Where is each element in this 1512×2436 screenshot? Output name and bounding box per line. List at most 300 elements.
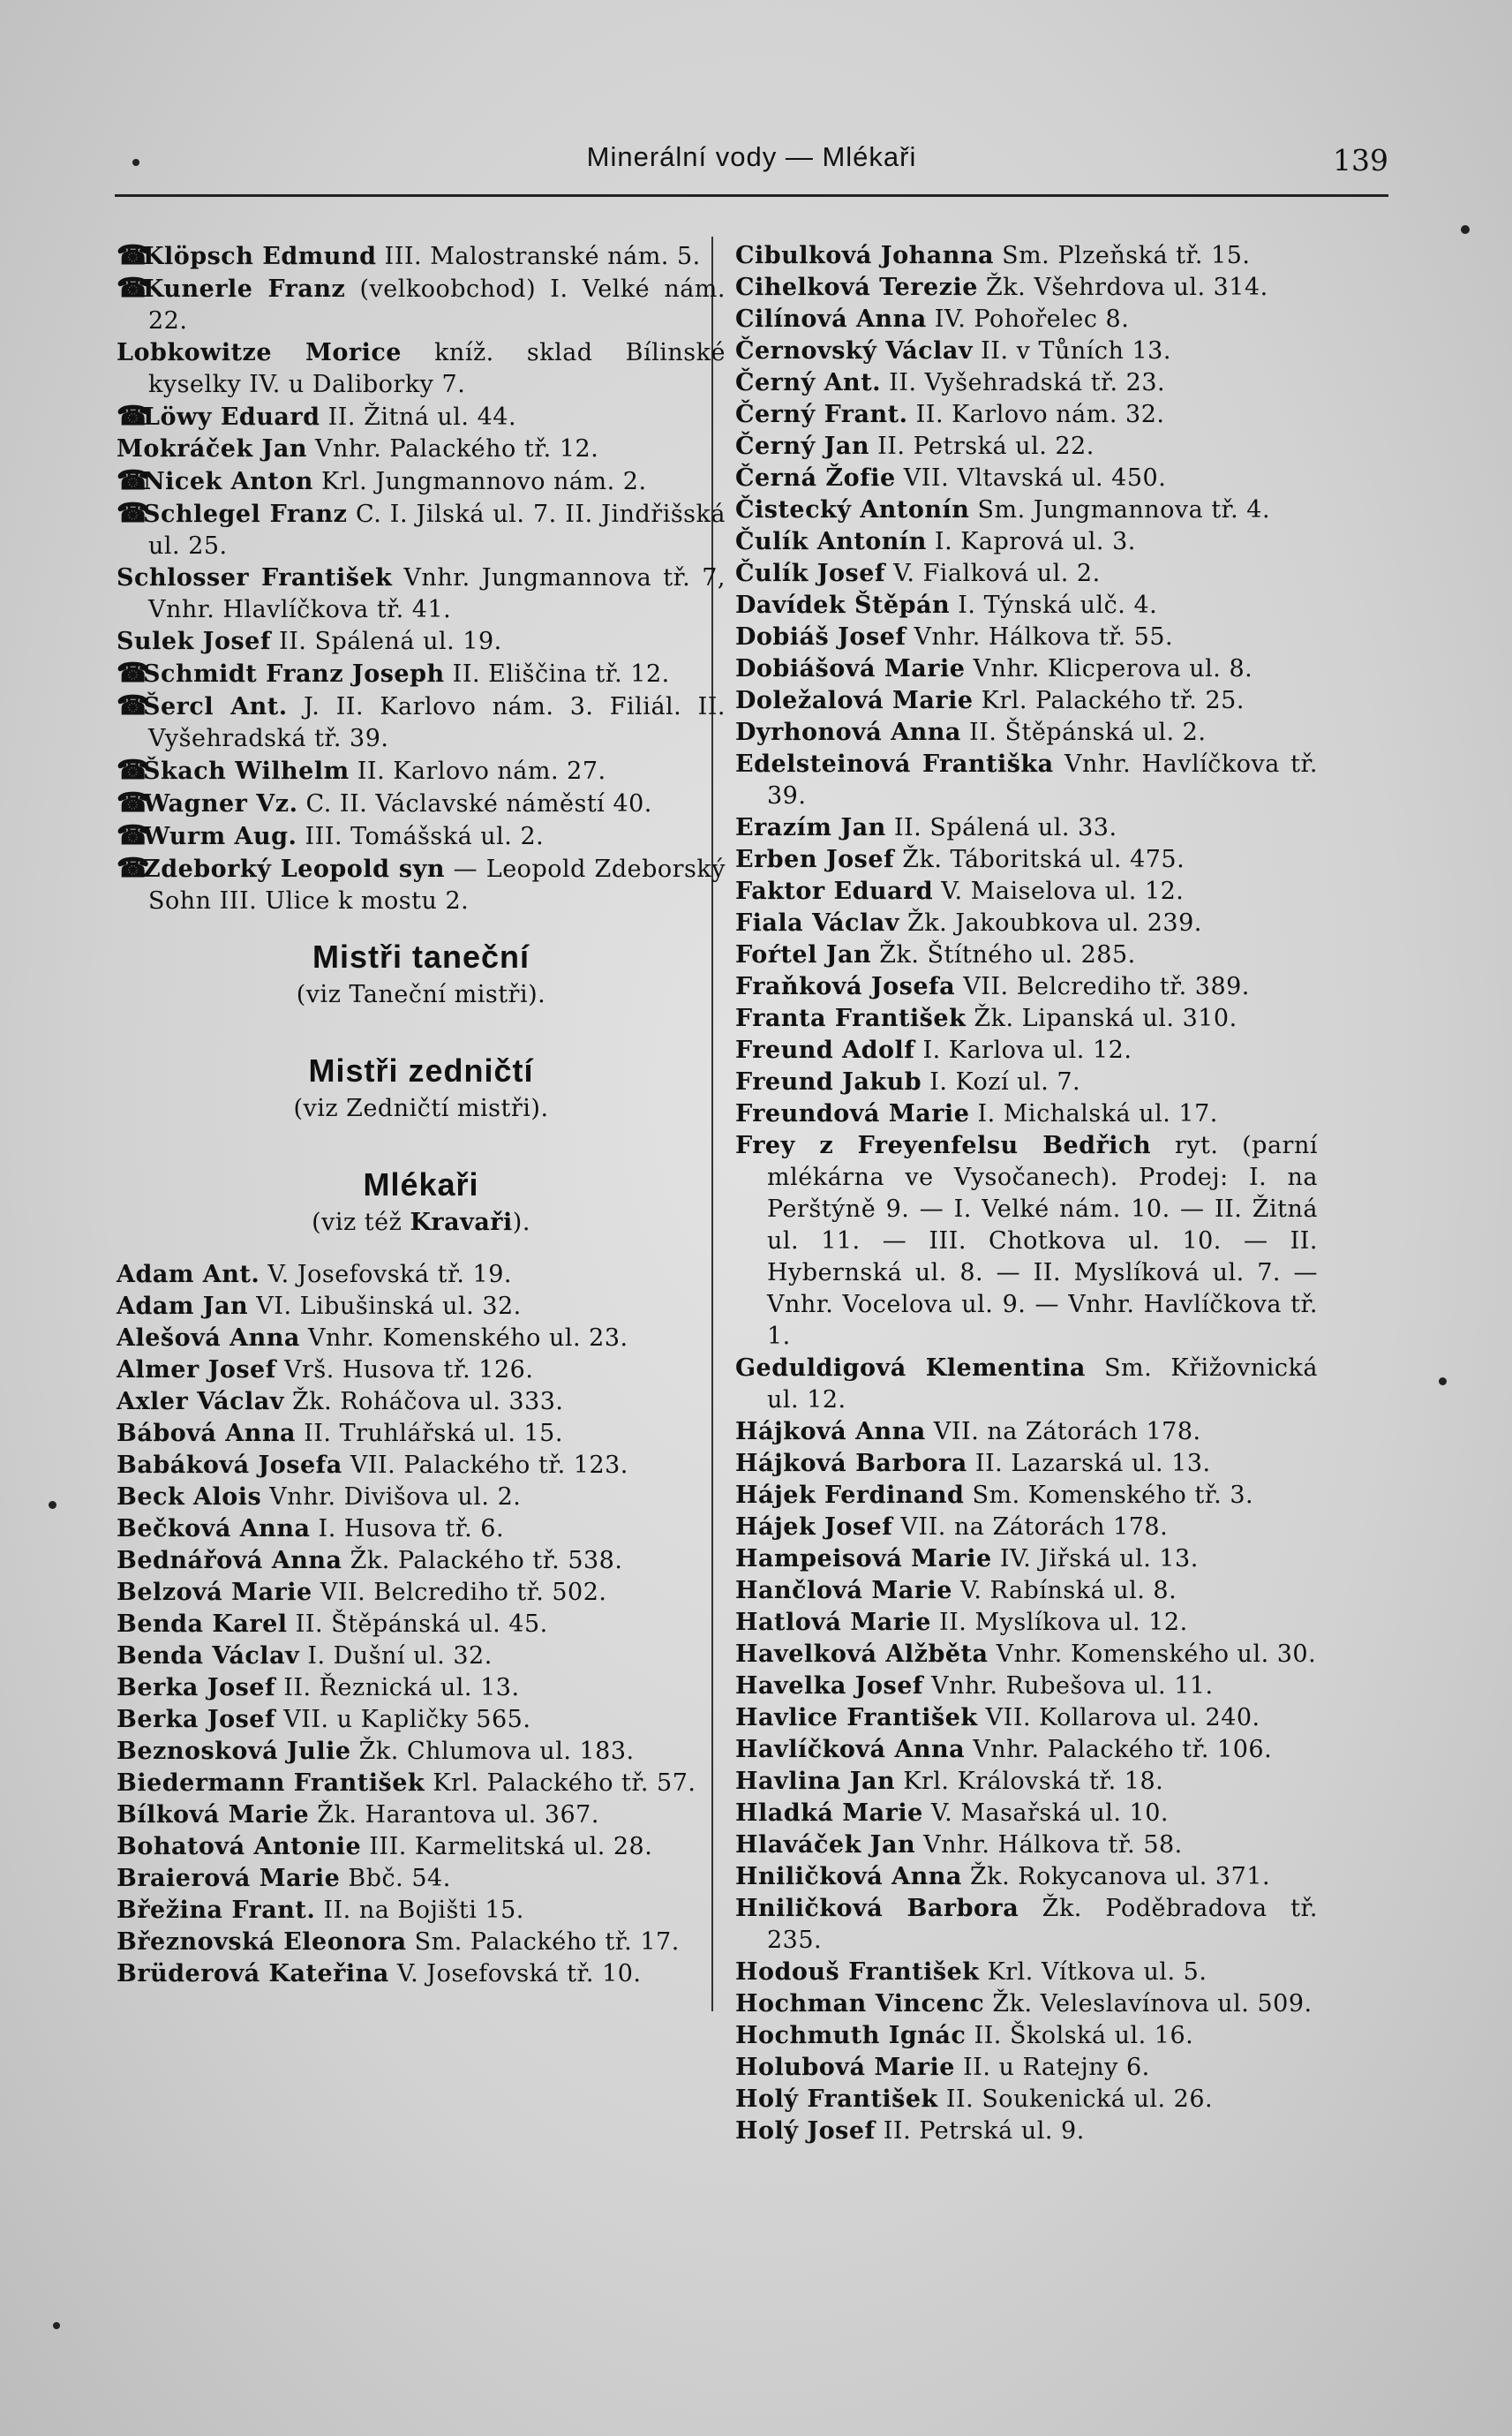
entry-address: Žk. Veleslavínova ul. 509. [984, 1990, 1313, 2017]
entry-name: Bečková Anna [117, 1515, 311, 1542]
entry-address: Vnhr. Hálkova tř. 58. [915, 1831, 1183, 1859]
print-speck [53, 2322, 60, 2329]
entry-address: VII. Kollarova ul. 240. [977, 1704, 1260, 1731]
entry-name: Hájek Josef [735, 1513, 893, 1541]
directory-entry [735, 590, 1318, 622]
entry-address: Krl. Palackého tř. 57. [425, 1769, 696, 1797]
directory-entry [735, 1480, 1318, 1512]
entry-name: Hančlová Marie [735, 1577, 952, 1604]
directory-entry [735, 1798, 1318, 1829]
directory-entry [735, 1543, 1318, 1575]
directory-entry [117, 1863, 726, 1895]
directory-entry [735, 844, 1318, 876]
directory-entry [735, 1416, 1318, 1448]
entry-name: Faktor Eduard [735, 878, 934, 905]
entry-address: Vnhr. Divišova ul. 2. [261, 1483, 522, 1511]
entry-address: VII. na Zátorách 178. [892, 1513, 1169, 1541]
entry-name: Čistecký Antonín [735, 496, 970, 524]
entry-name: Alešová Anna [117, 1324, 300, 1352]
directory-entry [735, 240, 1318, 272]
entry-address: Vnhr. Komenského ul. 23. [299, 1324, 628, 1352]
directory-entry [735, 463, 1318, 494]
entry-name: Schlosser František [117, 564, 393, 592]
entry-name: Berka Josef [117, 1706, 276, 1733]
directory-entry [117, 1513, 726, 1545]
entry-name: Holubová Marie [735, 2054, 955, 2081]
phone-icon: ☎ [117, 690, 150, 721]
phone-icon: ☎ [117, 273, 150, 304]
directory-entry [735, 1829, 1318, 1861]
entry-address: Žk. Všehrdova ul. 314. [977, 274, 1268, 301]
entry-name: Foŕtel Jan [735, 941, 872, 969]
entry-name: Adam Jan [117, 1293, 249, 1320]
directory-entry [735, 526, 1318, 558]
directory-entry [117, 1386, 726, 1418]
entry-name: Erben Josef [735, 846, 895, 873]
entry-address: III. Karmelitská ul. 28. [361, 1833, 653, 1860]
entry-address: II. v Tůních 13. [973, 337, 1171, 365]
directory-entry [735, 1734, 1318, 1766]
directory-entry [735, 1957, 1318, 1988]
directory-entry [117, 1958, 726, 1990]
entry-name: Wurm Aug. [143, 823, 297, 850]
directory-entry [117, 1831, 726, 1863]
entry-name: Březnovská Eleonora [117, 1928, 407, 1956]
entry-name: Hatlová Marie [735, 1609, 931, 1636]
entry-address: II. Štěpánská ul. 2. [960, 719, 1207, 746]
entry-address: II. Karlovo nám. 27. [349, 758, 606, 785]
entry-name: Belzová Marie [117, 1579, 312, 1606]
entry-name: Mokráček Jan [117, 435, 307, 463]
directory-entry [735, 304, 1318, 336]
entry-name: Hlaváček Jan [735, 1831, 916, 1859]
entry-address: VII. Vltavská ul. 450. [895, 464, 1167, 492]
print-speck [132, 159, 139, 166]
entry-address: V. Josefovská tř. 10. [388, 1960, 642, 1987]
entry-name: Holý František [735, 2085, 938, 2113]
entry-address: ryt. (parní mlékárna ve Vysočanech). Prodej: I. na Perštýně 9. — I. Velké nám. 10. — II. Žitná ul. 11. — III. Chotkova ul. 10. — II. Hybernská ul. 8. — II. Myslíková ul. 7. — Vnhr. Vocelova ul. 9. — Vnhr. Havlíčkova tř. 1. [767, 1132, 1318, 1350]
phone-icon: ☎ [117, 240, 150, 271]
directory-entry [117, 1418, 726, 1450]
entry-address: V. Rabínská ul. 8. [952, 1577, 1177, 1604]
entry-name: Freund Jakub [735, 1068, 922, 1096]
entry-name: Fiala Václav [735, 909, 899, 937]
entry-address: II. Školská ul. 16. [966, 2022, 1194, 2049]
entry-address: Krl. Palackého tř. 25. [973, 687, 1245, 714]
entry-name: Hampeisová Marie [735, 1545, 992, 1572]
entry-address: III. Malostranské nám. 5. [376, 243, 701, 270]
entry-address: I. Týnská ulč. 4. [950, 592, 1158, 619]
entry-name: Beck Alois [117, 1483, 262, 1511]
directory-entry [735, 717, 1318, 749]
entry-address: — Leopold Zdeborský Sohn III. Ulice k mostu 2. [148, 856, 726, 915]
directory-entry [117, 1577, 726, 1609]
right-column [735, 240, 1318, 2147]
directory-entry [735, 1893, 1318, 1957]
print-speck [1461, 225, 1470, 234]
section-note-mistri-zednicti: (viz Zedničtí mistři). [293, 1095, 549, 1122]
entry-address: II. Eliščina tř. 12. [444, 660, 670, 688]
entry-name: Havelka Josef [735, 1672, 924, 1700]
entry-address: VII. Belcrediho tř. 502. [312, 1579, 607, 1606]
entry-address: I. Michalská ul. 17. [969, 1100, 1218, 1127]
directory-entry [735, 1702, 1318, 1734]
entry-name: Lobkowitze Morice [117, 339, 402, 366]
entry-address: Žk. Rokycanova ul. 371. [961, 1863, 1271, 1890]
directory-entry [735, 908, 1318, 939]
entry-address: Vnhr. Klicperova ul. 8. [965, 655, 1253, 683]
directory-entry [735, 399, 1318, 431]
directory-entry [117, 240, 726, 273]
directory-entry [735, 1003, 1318, 1035]
directory-entry [735, 367, 1318, 399]
entry-address: Bbč. 54. [340, 1865, 451, 1892]
entry-address: Žk. Chlumova ul. 183. [350, 1738, 635, 1765]
entry-address: I. Kozí ul. 7. [921, 1068, 1081, 1096]
entry-address: II. Vyšehradská tř. 23. [881, 369, 1166, 396]
directory-entry [117, 690, 726, 755]
entry-name: Hájková Barbora [735, 1450, 967, 1477]
entry-address: Vrš. Husova tř. 126. [275, 1356, 534, 1384]
entry-address: Žk. Harantova ul. 367. [309, 1801, 599, 1829]
entry-name: Bílková Marie [117, 1801, 310, 1829]
directory-entry [117, 401, 726, 434]
directory-entry [735, 622, 1318, 653]
entry-name: Schmidt Franz Joseph [143, 660, 445, 688]
entry-name: Černý Frant. [735, 401, 908, 428]
section-title-mistri-zednicti: Mistři zedničtí [308, 1052, 534, 1089]
section-title-mlekari: Mlékaři [363, 1166, 479, 1203]
directory-entry [735, 1861, 1318, 1893]
entry-name: Bábová Anna [117, 1420, 296, 1447]
entry-name: Schlegel Franz [143, 501, 348, 528]
entry-name: Franta František [735, 1005, 967, 1032]
entry-address: II. Karlovo nám. 32. [907, 401, 1165, 428]
section-title-mistri-tanecni: Mistři taneční [312, 939, 530, 975]
print-speck [49, 1501, 56, 1509]
directory-entry [117, 1704, 726, 1736]
directory-entry [117, 337, 726, 401]
entry-name: Hodouš František [735, 1958, 980, 1986]
entry-name: Dobiášová Marie [735, 655, 966, 683]
directory-entry [117, 1640, 726, 1672]
entry-address: I. Husova tř. 6. [310, 1515, 505, 1542]
entry-name: Čulík Antonín [735, 528, 927, 555]
directory-entry [735, 494, 1318, 526]
entry-name: Šercl Ant. [143, 693, 288, 720]
directory-entry [735, 1067, 1318, 1098]
entry-name: Freundová Marie [735, 1100, 970, 1127]
entry-address: J. II. Karlovo nám. 3. Filiál. II. Vyšehradská tř. 39. [148, 693, 726, 752]
directory-entry [117, 1291, 726, 1323]
directory-entry [735, 1098, 1318, 1130]
entry-name: Škach Wilhelm [143, 758, 350, 785]
section-note-mistri-tanecni: (viz Taneční mistři). [296, 981, 546, 1008]
entry-address: IV. Jiřská ul. 13. [991, 1545, 1199, 1572]
entry-address: II. Petrská ul. 9. [875, 2117, 1085, 2145]
directory-entry [117, 820, 726, 853]
directory-entry [735, 336, 1318, 367]
entry-name: Klöpsch Edmund [143, 243, 377, 270]
entry-address: IV. Pohořelec 8. [926, 305, 1130, 333]
entry-address: V. Maiselova ul. 12. [933, 878, 1185, 905]
entry-name: Hájková Anna [735, 1418, 926, 1445]
entry-name: Cibulková Johanna [735, 242, 994, 269]
entry-name: Wagner Vz. [143, 790, 298, 818]
directory-entry [735, 749, 1318, 812]
entry-address: Vnhr. Palackého tř. 12. [306, 435, 599, 463]
directory-entry [735, 971, 1318, 1003]
entry-address: Žk. Palackého tř. 538. [342, 1547, 623, 1574]
directory-entry [735, 1353, 1318, 1416]
entry-name: Berka Josef [117, 1674, 276, 1701]
entry-name: Havelková Alžběta [735, 1640, 989, 1668]
entry-name: Bohatová Antonie [117, 1833, 362, 1860]
directory-entry [117, 788, 726, 820]
entry-address: II. Řeznická ul. 13. [275, 1674, 520, 1701]
entry-name: Fraňková Josefa [735, 973, 956, 1000]
entry-address: Vnhr. Palackého tř. 106. [965, 1736, 1273, 1763]
phone-icon: ☎ [117, 658, 150, 689]
entry-address: II. Truhlářská ul. 15. [296, 1420, 563, 1447]
entry-address: Žk. Lipanská ul. 310. [966, 1005, 1237, 1032]
entry-name: Černý Jan [735, 433, 870, 460]
directory-entry [117, 1545, 726, 1577]
entry-address: II. Soukenická ul. 26. [937, 2085, 1214, 2113]
entry-name: Cilínová Anna [735, 305, 927, 333]
entry-address: Vnhr. Rubešova ul. 11. [923, 1672, 1214, 1700]
directory-entry [735, 1130, 1318, 1353]
directory-entry [117, 1672, 726, 1704]
entry-name: Nicek Anton [143, 468, 313, 495]
directory-entry [735, 1988, 1318, 2020]
entry-address: I. Kaprová ul. 3. [926, 528, 1136, 555]
directory-entry [735, 1575, 1318, 1607]
entry-name: Černovský Václav [735, 337, 974, 365]
entry-address: Žk. Táboritská ul. 475. [894, 846, 1185, 873]
entry-address: Sm. Komenského tř. 3. [964, 1482, 1254, 1509]
entry-address: Krl. Královská tř. 18. [895, 1768, 1164, 1795]
directory-entry [117, 434, 726, 465]
section-note-mlekari [117, 1209, 726, 1236]
note-suffix: ). [512, 1209, 530, 1236]
directory-entry [735, 2084, 1318, 2115]
entry-address: Krl. Vítkova ul. 5. [979, 1958, 1207, 1986]
directory-entry [117, 465, 726, 498]
entry-address: III. Tomášská ul. 2. [297, 823, 545, 850]
directory-entry [735, 685, 1318, 717]
directory-entry [117, 1895, 726, 1927]
print-speck [1439, 1377, 1447, 1385]
entry-address: (velkoobchod) I. Velké nám. 22. [148, 275, 726, 335]
entry-name: Frey z Freyenfelsu Bedřich [735, 1132, 1152, 1159]
entry-address: Sm. Plzeňská tř. 15. [993, 242, 1251, 269]
entry-address: II. Petrská ul. 22. [869, 433, 1095, 460]
entry-name: Hochman Vincenc [735, 1990, 985, 2017]
entry-name: Erazím Jan [735, 814, 886, 841]
dairy-list-left [117, 1259, 726, 1990]
entry-name: Brüderová Kateřina [117, 1960, 389, 1987]
directory-entry [117, 273, 726, 337]
entry-name: Benda Karel [117, 1610, 288, 1638]
directory-entry [117, 562, 726, 626]
entry-name: Axler Václav [117, 1388, 284, 1415]
entry-address: V. Fialková ul. 2. [885, 560, 1101, 587]
directory-entry [117, 626, 726, 658]
entry-name: Kunerle Franz [143, 275, 346, 303]
note-bold-crossref: Kravaři [410, 1209, 513, 1236]
directory-entry [117, 658, 726, 690]
entry-address: V. Masařská ul. 10. [922, 1799, 1169, 1827]
directory-entry [117, 1482, 726, 1513]
directory-entry [735, 1512, 1318, 1543]
entry-name: Černý Ant. [735, 369, 882, 396]
entry-name: Davídek Štěpán [735, 592, 951, 619]
entry-name: Edelsteinová Františka [735, 750, 1054, 778]
phone-icon: ☎ [117, 498, 150, 529]
entry-address: Žk. Roháčova ul. 333. [283, 1388, 564, 1415]
directory-entry [735, 2052, 1318, 2084]
entry-address: II. Lazarská ul. 13. [967, 1450, 1211, 1477]
directory-entry [735, 653, 1318, 685]
entry-address: V. Josefovská tř. 19. [260, 1261, 512, 1288]
entry-address: II. u Ratejny 6. [954, 2054, 1150, 2081]
phone-icon: ☎ [117, 853, 150, 884]
directory-entry [117, 1609, 726, 1640]
entry-name: Černá Žofie [735, 464, 896, 492]
entry-address: Žk. Jakoubkova ul. 239. [899, 909, 1202, 937]
entry-name: Almer Josef [117, 1356, 276, 1384]
note-prefix: (viz též [312, 1209, 410, 1236]
page-header [115, 132, 1388, 197]
entry-address: Vnhr. Havlíčkova tř. 39. [767, 750, 1318, 810]
entry-name: Freund Adolf [735, 1037, 915, 1064]
entry-name: Adam Ant. [117, 1261, 260, 1288]
entry-name: Zdeborký Leopold syn [143, 856, 445, 883]
entry-name: Havlina Jan [735, 1768, 896, 1795]
left-column [117, 240, 726, 1990]
entry-address: II. Spálená ul. 19. [270, 628, 502, 655]
directory-entry [117, 498, 726, 562]
entry-address: II. Spálená ul. 33. [885, 814, 1117, 841]
entry-address: II. Myslíkova ul. 12. [930, 1609, 1188, 1636]
entry-address: VII. u Kapličky 565. [275, 1706, 531, 1733]
entry-address: II. na Bojišti 15. [315, 1897, 524, 1924]
directory-entry [735, 2020, 1318, 2052]
page-number: 139 [1333, 143, 1388, 177]
entry-name: Hniličková Barbora [735, 1895, 1019, 1922]
entry-name: Sulek Josef [117, 628, 271, 655]
phone-icon: ☎ [117, 401, 150, 432]
directory-entry [735, 1448, 1318, 1480]
entry-address: II. Žitná ul. 44. [320, 403, 517, 431]
directory-entry [117, 1323, 726, 1354]
entry-address: Žk. Štítného ul. 285. [871, 941, 1136, 969]
entry-address: Sm. Křižovnická ul. 12. [767, 1354, 1318, 1414]
entry-name: Biedermann František [117, 1769, 425, 1797]
entry-name: Havlice František [735, 1704, 978, 1731]
directory-entry [117, 853, 726, 917]
directory-entry [735, 1639, 1318, 1671]
entry-name: Hladká Marie [735, 1799, 923, 1827]
entry-name: Dobiáš Josef [735, 623, 906, 651]
entry-name: Hájek Ferdinand [735, 1482, 965, 1509]
directory-entry [117, 1927, 726, 1958]
dairy-list-right [735, 240, 1318, 2147]
entry-address: VII. Belcrediho tř. 389. [955, 973, 1250, 1000]
directory-entry [735, 939, 1318, 971]
entry-address: Vnhr. Hálkova tř. 55. [906, 623, 1174, 651]
entry-address: II. Štěpánská ul. 45. [287, 1610, 548, 1638]
entry-name: Beznosková Julie [117, 1738, 351, 1765]
directory-entry [117, 1768, 726, 1799]
directory-entry [117, 1354, 726, 1386]
entry-name: Hochmuth Ignác [735, 2022, 967, 2049]
mineral-water-list [117, 240, 726, 917]
entry-name: Benda Václav [117, 1642, 300, 1670]
directory-entry [735, 1035, 1318, 1067]
directory-entry [117, 1736, 726, 1768]
entry-name: Havlíčková Anna [735, 1736, 966, 1763]
entry-name: Löwy Eduard [143, 403, 320, 431]
entry-name: Doležalová Marie [735, 687, 974, 714]
entry-address: I. Dušní ul. 32. [299, 1642, 493, 1670]
entry-address: Žk. Poděbradova tř. 235. [767, 1895, 1318, 1954]
directory-entry [735, 876, 1318, 908]
directory-entry [735, 558, 1318, 590]
directory-entry [117, 755, 726, 788]
entry-name: Hniličková Anna [735, 1863, 962, 1890]
directory-entry [735, 2115, 1318, 2147]
entry-name: Babáková Josefa [117, 1452, 342, 1479]
entry-name: Bednářová Anna [117, 1547, 342, 1574]
phone-icon: ☎ [117, 755, 150, 786]
entry-name: Braierová Marie [117, 1865, 341, 1892]
entry-address: VI. Libušinská ul. 32. [248, 1293, 522, 1320]
entry-name: Dyrhonová Anna [735, 719, 961, 746]
directory-entry [117, 1450, 726, 1482]
entry-name: Holý Josef [735, 2117, 876, 2145]
entry-address: Krl. Jungmannovo nám. 2. [312, 468, 647, 495]
directory-entry [735, 812, 1318, 844]
entry-address: VII. Palackého tř. 123. [342, 1452, 628, 1479]
directory-entry [117, 1259, 726, 1291]
entry-address: Sm. Palackého tř. 17. [406, 1928, 680, 1956]
entry-address: C. II. Václavské náměstí 40. [297, 790, 652, 818]
entry-address: Sm. Jungmannova tř. 4. [969, 496, 1271, 524]
phone-icon: ☎ [117, 820, 150, 851]
entry-address: I. Karlova ul. 12. [914, 1037, 1132, 1064]
directory-entry [735, 431, 1318, 463]
entry-address: C. I. Jilská ul. 7. II. Jindřišská ul. 25. [148, 501, 726, 560]
entry-name: Cihelková Terezie [735, 274, 978, 301]
entry-address: Vnhr. Komenského ul. 30. [988, 1640, 1317, 1668]
directory-entry [735, 272, 1318, 304]
entry-address: Vnhr. Jungmannova tř. 7, Vnhr. Hlavlíčkova tř. 41. [148, 564, 726, 623]
phone-icon: ☎ [117, 465, 150, 496]
entry-name: Břežina Frant. [117, 1897, 316, 1924]
entry-address: VII. na Zátorách 178. [925, 1418, 1201, 1445]
entry-name: Geduldigová Klementina [735, 1354, 1086, 1382]
directory-entry [735, 1766, 1318, 1798]
directory-entry [117, 1799, 726, 1831]
directory-entry [735, 1607, 1318, 1639]
entry-name: Čulík Josef [735, 560, 886, 587]
running-title: Minerální vody — Mlékaři [586, 141, 917, 172]
directory-entry [735, 1671, 1318, 1702]
phone-icon: ☎ [117, 788, 150, 818]
entry-address: kníž. sklad Bílinské kyselky IV. u Daliborky 7. [148, 339, 726, 398]
